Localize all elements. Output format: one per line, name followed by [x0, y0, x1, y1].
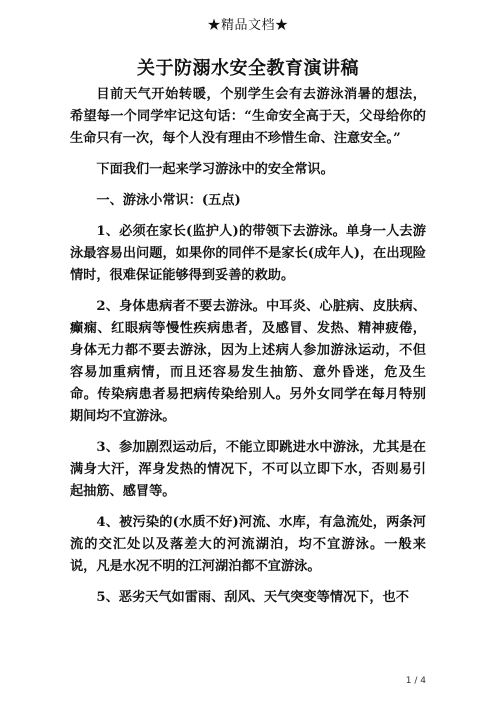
paragraph-tip-3: 3、参加剧烈运动后，不能立即跳进水中游泳，尤其是在满身大汗，浑身发热的情况下，不可以立即下水，否则易引起抽筋、感冒等。 — [70, 440, 426, 499]
paragraph-tip-4: 4、被污染的(水质不好)河流、水库，有急流处，两条河流的交汇处以及落差大的河流湖泊，均不宜游泳。一般来说，凡是水况不明的江河湖泊都不宜游泳。 — [70, 515, 426, 574]
paragraph-tip-1: 1、必须在家长(监护人)的带领下去游泳。单身一人去游泳最容易出问题，如果你的同伴不是家长(成年人)，在出现险情时，很难保证能够得到妥善的救助。 — [70, 224, 426, 283]
document-body — [70, 84, 426, 618]
page-indicator: 1 / 4 — [405, 676, 426, 686]
section-heading-tips: 一、游泳小常识：(五点) — [96, 193, 241, 208]
document-title: 关于防溺水安全教育演讲稿 — [137, 58, 359, 79]
paragraph-lead-in: 下面我们一起来学习游泳中的安全常识。 — [96, 162, 334, 177]
paragraph-intro: 目前天气开始转暖，个别学生会有去游泳消暑的想法，希望每一个同学牢记这句话：“生命安全高于天，父母给你的生命只有一次，每个人没有理由不珍惜生命、注意安全。” — [70, 87, 426, 146]
paragraph-tip-5: 5、恶劣天气如雷雨、刮风、天气突变等情况下，也不 — [96, 590, 409, 605]
page-header: ★精品文档★ — [207, 18, 289, 33]
paragraph-tip-2: 2、身体患病者不要去游泳。中耳炎、心脏病、皮肤病、癫痫、红眼病等慢性疾病患者，及感冒、发热、精神疲倦，身体无力都不要去游泳，因为上述病人参加游泳运动，不但容易加重病情，而且还容易发生抽筋、意外昏迷，危及生命。传染病患者易把病传染给别人。另外女同学在每月特别期间均不宜游泳。 — [70, 299, 426, 424]
